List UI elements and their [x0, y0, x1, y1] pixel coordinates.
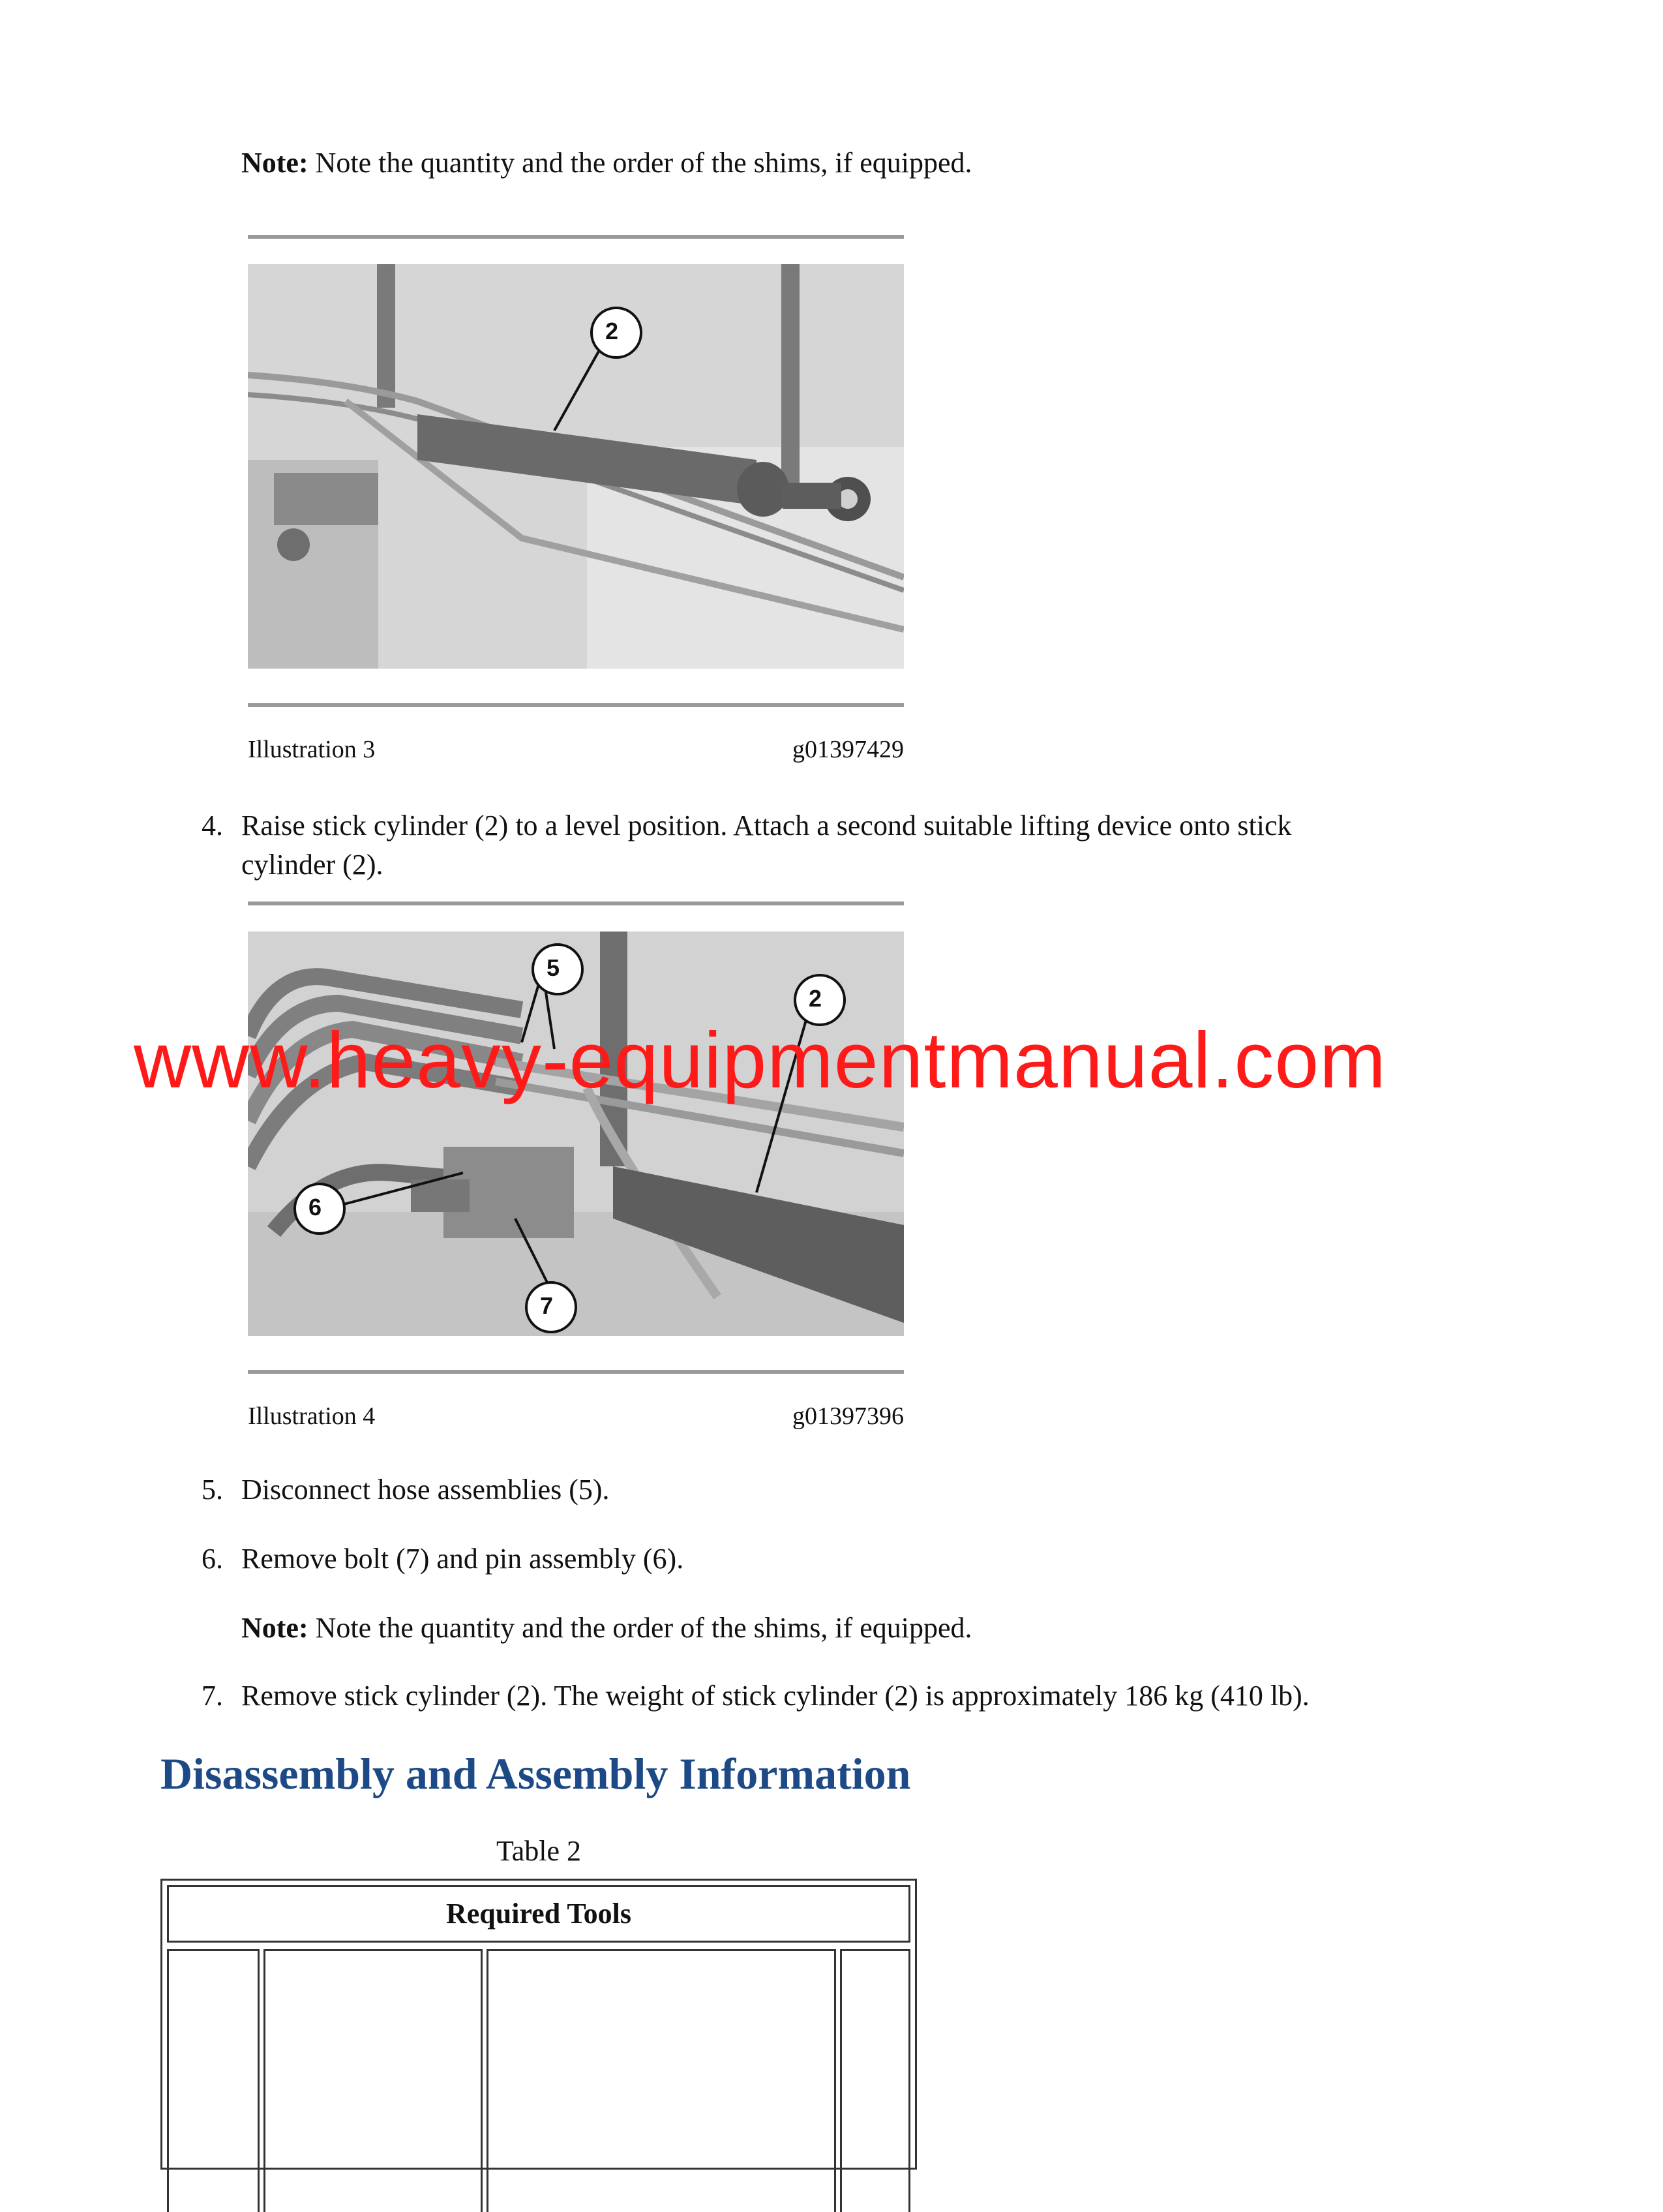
- note-mid-label: Note:: [241, 1612, 308, 1644]
- step4-number: 4.: [202, 810, 223, 841]
- illustration3-top-rule: [248, 235, 904, 239]
- illustration4-top-rule: [248, 901, 904, 905]
- step6-text: Remove bolt (7) and pin assembly (6).: [241, 1543, 684, 1575]
- step5-number: 5.: [202, 1474, 223, 1506]
- step4-line1: Raise stick cylinder (2) to a level position. Attach a second suitable lifting device onto stick: [241, 810, 1292, 841]
- table-col-1: [167, 1949, 260, 2212]
- callout-6: 6: [308, 1194, 322, 1220]
- callout-5: 5: [547, 954, 560, 981]
- illustration4-caption: Illustration 4: [248, 1402, 376, 1430]
- illustration3-bottom-rule: [248, 703, 904, 707]
- illustration3-caption: Illustration 3: [248, 736, 376, 763]
- table-caption: Table 2: [496, 1835, 582, 1867]
- callout-7: 7: [540, 1292, 554, 1319]
- table-col-4: [840, 1949, 910, 2212]
- illustration3-code: g01397429: [792, 736, 904, 763]
- step7-number: 7.: [202, 1680, 223, 1712]
- step4-text: [241, 806, 1480, 885]
- callout-2b: 2: [809, 985, 822, 1012]
- step7-text: Remove stick cylinder (2). The weight of stick cylinder (2) is approximately 186 kg (410 lb).: [241, 1680, 1310, 1712]
- watermark-url: www.heavy-equipmentmanual.com: [134, 1016, 1386, 1104]
- illustration4-image: [248, 932, 904, 1336]
- note-mid-text: Note the quantity and the order of the shims, if equipped.: [315, 1612, 972, 1644]
- step4-line2: cylinder (2).: [241, 849, 383, 881]
- step6-number: 6.: [202, 1543, 223, 1575]
- table-col-3: [487, 1949, 836, 2212]
- note-mid: [241, 1610, 972, 1646]
- note-top: [241, 145, 972, 181]
- table-header: Required Tools: [445, 1898, 632, 1930]
- section-heading: Disassembly and Assembly Information: [160, 1749, 911, 1798]
- note-label: Note:: [241, 147, 308, 179]
- illustration3-image: [248, 264, 904, 669]
- note-text: Note the quantity and the order of the shims, if equipped.: [315, 147, 972, 179]
- callout-2: 2: [605, 318, 619, 344]
- table-header-cell: [167, 1885, 910, 1943]
- illustration4-code: g01397396: [792, 1402, 904, 1430]
- table-col-2: [263, 1949, 483, 2212]
- step5-text: Disconnect hose assemblies (5).: [241, 1474, 610, 1506]
- illustration4-bottom-rule: [248, 1370, 904, 1374]
